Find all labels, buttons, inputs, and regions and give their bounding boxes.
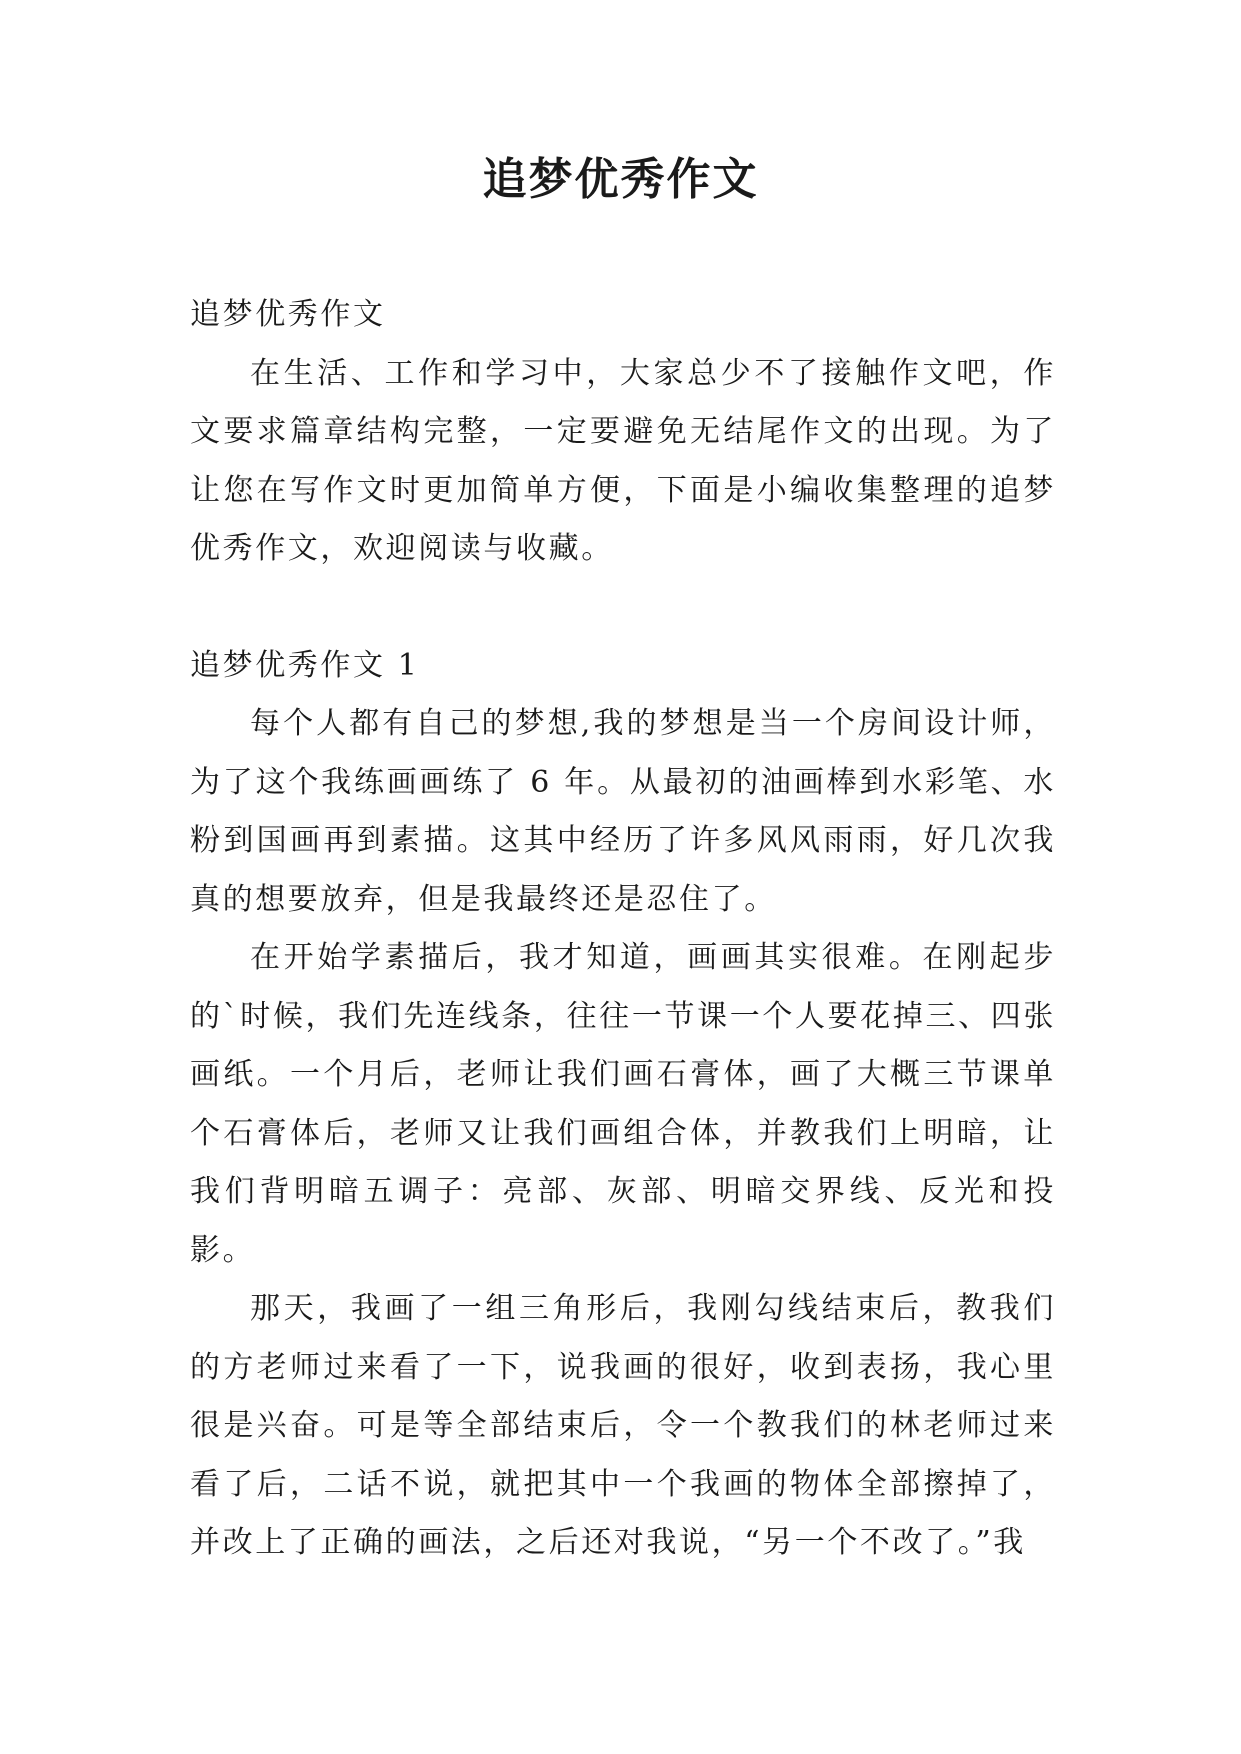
body-paragraph: 在开始学素描后，我才知道，画画其实很难。在刚起步的`时候，我们先连线条，往往一节课一个人要花掉三、四张画纸。一个月后，老师让我们画石膏体，画了大概三节课单个石膏体后，老师又让我们画组合体，并教我们上明暗，让我们背明暗五调子：亮部、灰部、明暗交界线、反光和投影。	[190, 940, 1056, 1268]
body-paragraph: 每个人都有自己的梦想,我的梦想是当一个房间设计师，为了这个我练画画练了 6 年。从最初的油画棒到水彩笔、水粉到国画再到素描。这其中经历了许多风风雨雨，好几次我真的想要放弃，但是我最终还是忍住了。	[190, 706, 1056, 917]
intro-paragraph: 在生活、工作和学习中，大家总少不了接触作文吧，作文要求篇章结构完整，一定要避免无结尾作文的出现。为了让您在写作文时更加简单方便，下面是小编收集整理的追梦优秀作文，欢迎阅读与收藏。	[190, 355, 1056, 566]
document-title: 追梦优秀作文	[482, 154, 759, 205]
body-paragraph: 那天，我画了一组三角形后，我刚勾线结束后，教我们的方老师过来看了一下，说我画的很好，收到表扬，我心里很是兴奋。可是等全部结束后，令一个教我们的林老师过来看了后，二话不说，就把其中一个我画的物体全部擦掉了，并改上了正确的画法，之后还对我说，“另一个不改了。”我	[190, 1291, 1056, 1560]
section-heading: 追梦优秀作文 1	[190, 647, 420, 683]
document-body	[190, 286, 1056, 1573]
intro-heading: 追梦优秀作文	[190, 297, 386, 332]
section-spacer	[190, 579, 1056, 637]
